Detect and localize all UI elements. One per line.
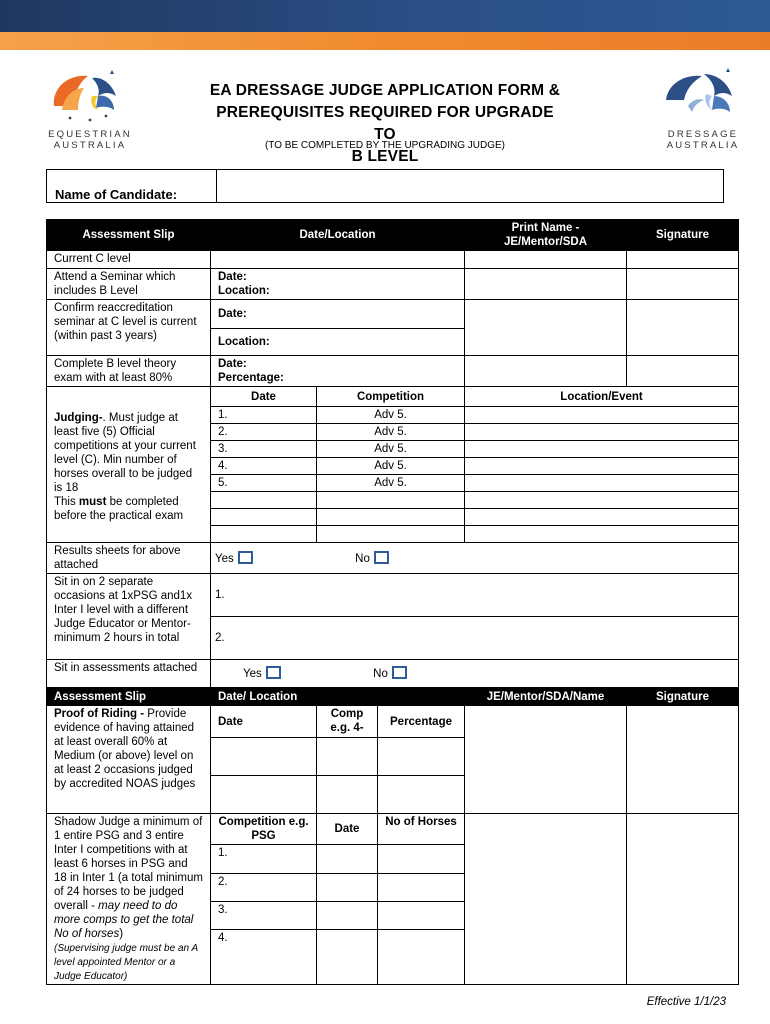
row-label-reaccreditation: Confirm reaccreditation seminar at C level is current (within past 3 years) [47, 300, 211, 356]
header2-date-location: Date/ Location [211, 688, 465, 706]
row-label-seminar: Attend a Seminar which includes B Level [47, 269, 211, 300]
seminar-date-location-field[interactable] [211, 269, 465, 300]
sit-in-num-1: 1. [215, 589, 225, 601]
judging-num-3[interactable]: 3. [211, 441, 317, 458]
dressage-australia-logo [658, 66, 748, 150]
shadow-header-competition: Competition e.g. PSG [211, 814, 317, 845]
seminar-signature-field[interactable] [627, 269, 739, 300]
sit-assess-no-label: No [373, 668, 388, 680]
riding-text: Provide evidence of having attained at least overall 60% at Medium (or above) level on at least 2 occasions judged by accredited NOAS judges [54, 708, 196, 790]
reaccred-location-field[interactable] [211, 329, 465, 356]
judging-comp-1[interactable]: Adv 5. [317, 407, 465, 424]
row-label-results: Results sheets for above attached [47, 543, 211, 574]
candidate-name-row [46, 169, 724, 203]
current-c-date-field[interactable] [211, 251, 465, 269]
results-yes-no [211, 543, 739, 574]
judging-header-date: Date [211, 387, 317, 407]
sit-assess-yes-label: Yes [243, 668, 262, 680]
title-line-3: B LEVEL [351, 148, 419, 165]
reaccred-date-label: Date: [218, 308, 247, 320]
judging-num-2[interactable]: 2. [211, 424, 317, 441]
header2-signature: Signature [627, 688, 739, 706]
riding-header-date: Date [211, 706, 317, 738]
judging-location-2[interactable] [465, 424, 739, 441]
horse-head-icon [40, 66, 140, 124]
shadow-header-horses: No of Horses [378, 814, 465, 845]
riding-name-field[interactable] [465, 706, 627, 814]
shadow-date-4[interactable] [317, 930, 378, 985]
judging-num-5[interactable]: 5. [211, 475, 317, 492]
shadow-name-field[interactable] [465, 814, 627, 985]
riding-percentage-1[interactable] [378, 738, 465, 776]
riding-signature-field[interactable] [627, 706, 739, 814]
riding-date-2[interactable] [211, 776, 317, 814]
header-band-orange [0, 32, 770, 50]
page-subtitle: (TO BE COMPLETED BY THE UPGRADING JUDGE) [264, 140, 506, 151]
row-label-sit-assess: Sit in assessments attached [47, 660, 211, 688]
riding-comp-2[interactable] [317, 776, 378, 814]
shadow-num-4[interactable]: 4. [211, 930, 317, 985]
row-label-shadow-judge [47, 814, 211, 985]
shadow-close: ) [119, 928, 124, 940]
judging-extra-location-1[interactable] [465, 492, 739, 509]
candidate-name-field[interactable] [216, 169, 724, 203]
results-no-checkbox[interactable] [374, 551, 389, 564]
logo-left-line2: AUSTRALIA [53, 140, 127, 151]
theory-signature-field[interactable] [627, 356, 739, 387]
riding-comp-1[interactable] [317, 738, 378, 776]
judging-header-competition: Competition [317, 387, 465, 407]
supervising-note: (Supervising judge must be an A level appointed Mentor or a Judge Educator) [54, 943, 198, 982]
riding-header-percentage: Percentage [378, 706, 465, 738]
seminar-date-label: Date: [218, 271, 247, 283]
sit-in-num-2: 2. [215, 632, 225, 644]
judging-num-1[interactable]: 1. [211, 407, 317, 424]
page-title [205, 80, 565, 168]
judging-extra-date-1[interactable] [211, 492, 317, 509]
judging-comp-2[interactable]: Adv 5. [317, 424, 465, 441]
reaccred-name-field[interactable] [465, 300, 627, 356]
row-label-judging [47, 387, 211, 543]
judging-bold-text: Judging- [54, 412, 103, 424]
candidate-name-label: Name of Candidate: [46, 169, 216, 203]
dressage-horse-icon [658, 66, 748, 124]
sit-assess-no-checkbox[interactable] [392, 666, 407, 679]
header-assessment-slip: Assessment Slip [47, 220, 211, 251]
effective-date-footer: Effective 1/1/23 [646, 996, 726, 1008]
current-c-name-field[interactable] [465, 251, 627, 269]
theory-percentage-label: Percentage: [218, 372, 284, 384]
judging-extra-location-2[interactable] [465, 509, 739, 526]
shadow-horses-3[interactable] [378, 902, 465, 930]
sit-assess-yes-no [211, 660, 739, 688]
theory-date-percentage-field[interactable] [211, 356, 465, 387]
judging-num-4[interactable]: 4. [211, 458, 317, 475]
row-label-theory: Complete B level theory exam with at least 80% [47, 356, 211, 387]
results-no-label: No [355, 552, 370, 565]
title-line-1: EA DRESSAGE JUDGE APPLICATION FORM & [209, 82, 561, 99]
riding-date-1[interactable] [211, 738, 317, 776]
equestrian-australia-logo [40, 66, 140, 150]
row-label-proof-of-riding [47, 706, 211, 814]
judging-extra-date-3[interactable] [211, 526, 317, 543]
shadow-header-date: Date [317, 814, 378, 845]
judging-header-location-event: Location/Event [465, 387, 739, 407]
sit-assess-yes-checkbox[interactable] [266, 666, 281, 679]
shadow-horses-1[interactable] [378, 845, 465, 873]
judging-comp-5[interactable]: Adv 5. [317, 475, 465, 492]
shadow-date-3[interactable] [317, 902, 378, 930]
header-signature: Signature [627, 220, 739, 251]
judging-extra-comp-3[interactable] [317, 526, 465, 543]
shadow-text: Shadow Judge a minimum of 1 entire PSG and 3 entire Inter I competitions with at least 6 horses in PSG and 18 in Inter 1 (a total minimum of 24 horses to be judged overall - [54, 816, 203, 912]
judging-text: . Must judge at least five (5) Official competitions at your current level (C). Min number of horses overall to be judged is 18 [54, 412, 196, 494]
shadow-horses-4[interactable] [378, 930, 465, 985]
shadow-num-2[interactable]: 2. [211, 873, 317, 901]
logo-right-line2: AUSTRALIA [666, 140, 740, 151]
riding-header-comp: Comp e.g. 4- [317, 706, 378, 738]
judging-location-4[interactable] [465, 458, 739, 475]
theory-date-label: Date: [218, 358, 247, 370]
theory-name-field[interactable] [465, 356, 627, 387]
shadow-date-2[interactable] [317, 873, 378, 901]
application-form-table [46, 219, 739, 985]
reaccred-location-label: Location: [218, 336, 270, 348]
judging-location-5[interactable] [465, 475, 739, 492]
judging-tail: be completed before the practical exam [54, 496, 184, 522]
shadow-date-1[interactable] [317, 845, 378, 873]
seminar-location-label: Location: [218, 285, 270, 297]
shadow-num-3[interactable]: 3. [211, 902, 317, 930]
reaccred-signature-field[interactable] [627, 300, 739, 356]
header2-assessment-slip: Assessment Slip [47, 688, 211, 706]
shadow-num-1[interactable]: 1. [211, 845, 317, 873]
shadow-italic-text: may need to do more comps to get the total No of horses [54, 900, 194, 940]
header2-je-mentor-name: JE/Mentor/SDA/Name [465, 688, 627, 706]
title-line-2: PREREQUISITES REQUIRED FOR UPGRADE TO [216, 104, 554, 143]
judging-this: This [54, 496, 79, 508]
reaccred-date-field[interactable] [211, 300, 465, 329]
judging-extra-location-3[interactable] [465, 526, 739, 543]
judging-must: must [78, 496, 107, 508]
current-c-signature-field[interactable] [627, 251, 739, 269]
shadow-signature-field[interactable] [627, 814, 739, 985]
logo-right-line1: DRESSAGE [667, 129, 739, 140]
judging-extra-comp-1[interactable] [317, 492, 465, 509]
logo-left-line1: EQUESTRIAN [48, 129, 132, 140]
header-band-blue [0, 0, 770, 32]
results-yes-checkbox[interactable] [238, 551, 253, 564]
seminar-name-field[interactable] [465, 269, 627, 300]
results-yes-label: Yes [215, 552, 234, 565]
shadow-horses-2[interactable] [378, 873, 465, 901]
judging-location-1[interactable] [465, 407, 739, 424]
judging-extra-comp-2[interactable] [317, 509, 465, 526]
row-label-current-c: Current C level [47, 251, 211, 269]
judging-extra-date-2[interactable] [211, 509, 317, 526]
riding-bold-text: Proof of Riding - [54, 708, 145, 720]
sit-in-field-2[interactable] [211, 617, 739, 660]
judging-location-3[interactable] [465, 441, 739, 458]
header-date-location: Date/Location [211, 220, 465, 251]
sit-in-field-1[interactable] [211, 574, 739, 617]
header-print-name: Print Name - JE/Mentor/SDA [465, 220, 627, 251]
judging-comp-3[interactable]: Adv 5. [317, 441, 465, 458]
row-label-sit-in: Sit in on 2 separate occasions at 1xPSG and1x Inter I level with a different Judge Educator or Mentor- minimum 2 hours in total [47, 574, 211, 660]
judging-comp-4[interactable]: Adv 5. [317, 458, 465, 475]
riding-percentage-2[interactable] [378, 776, 465, 814]
